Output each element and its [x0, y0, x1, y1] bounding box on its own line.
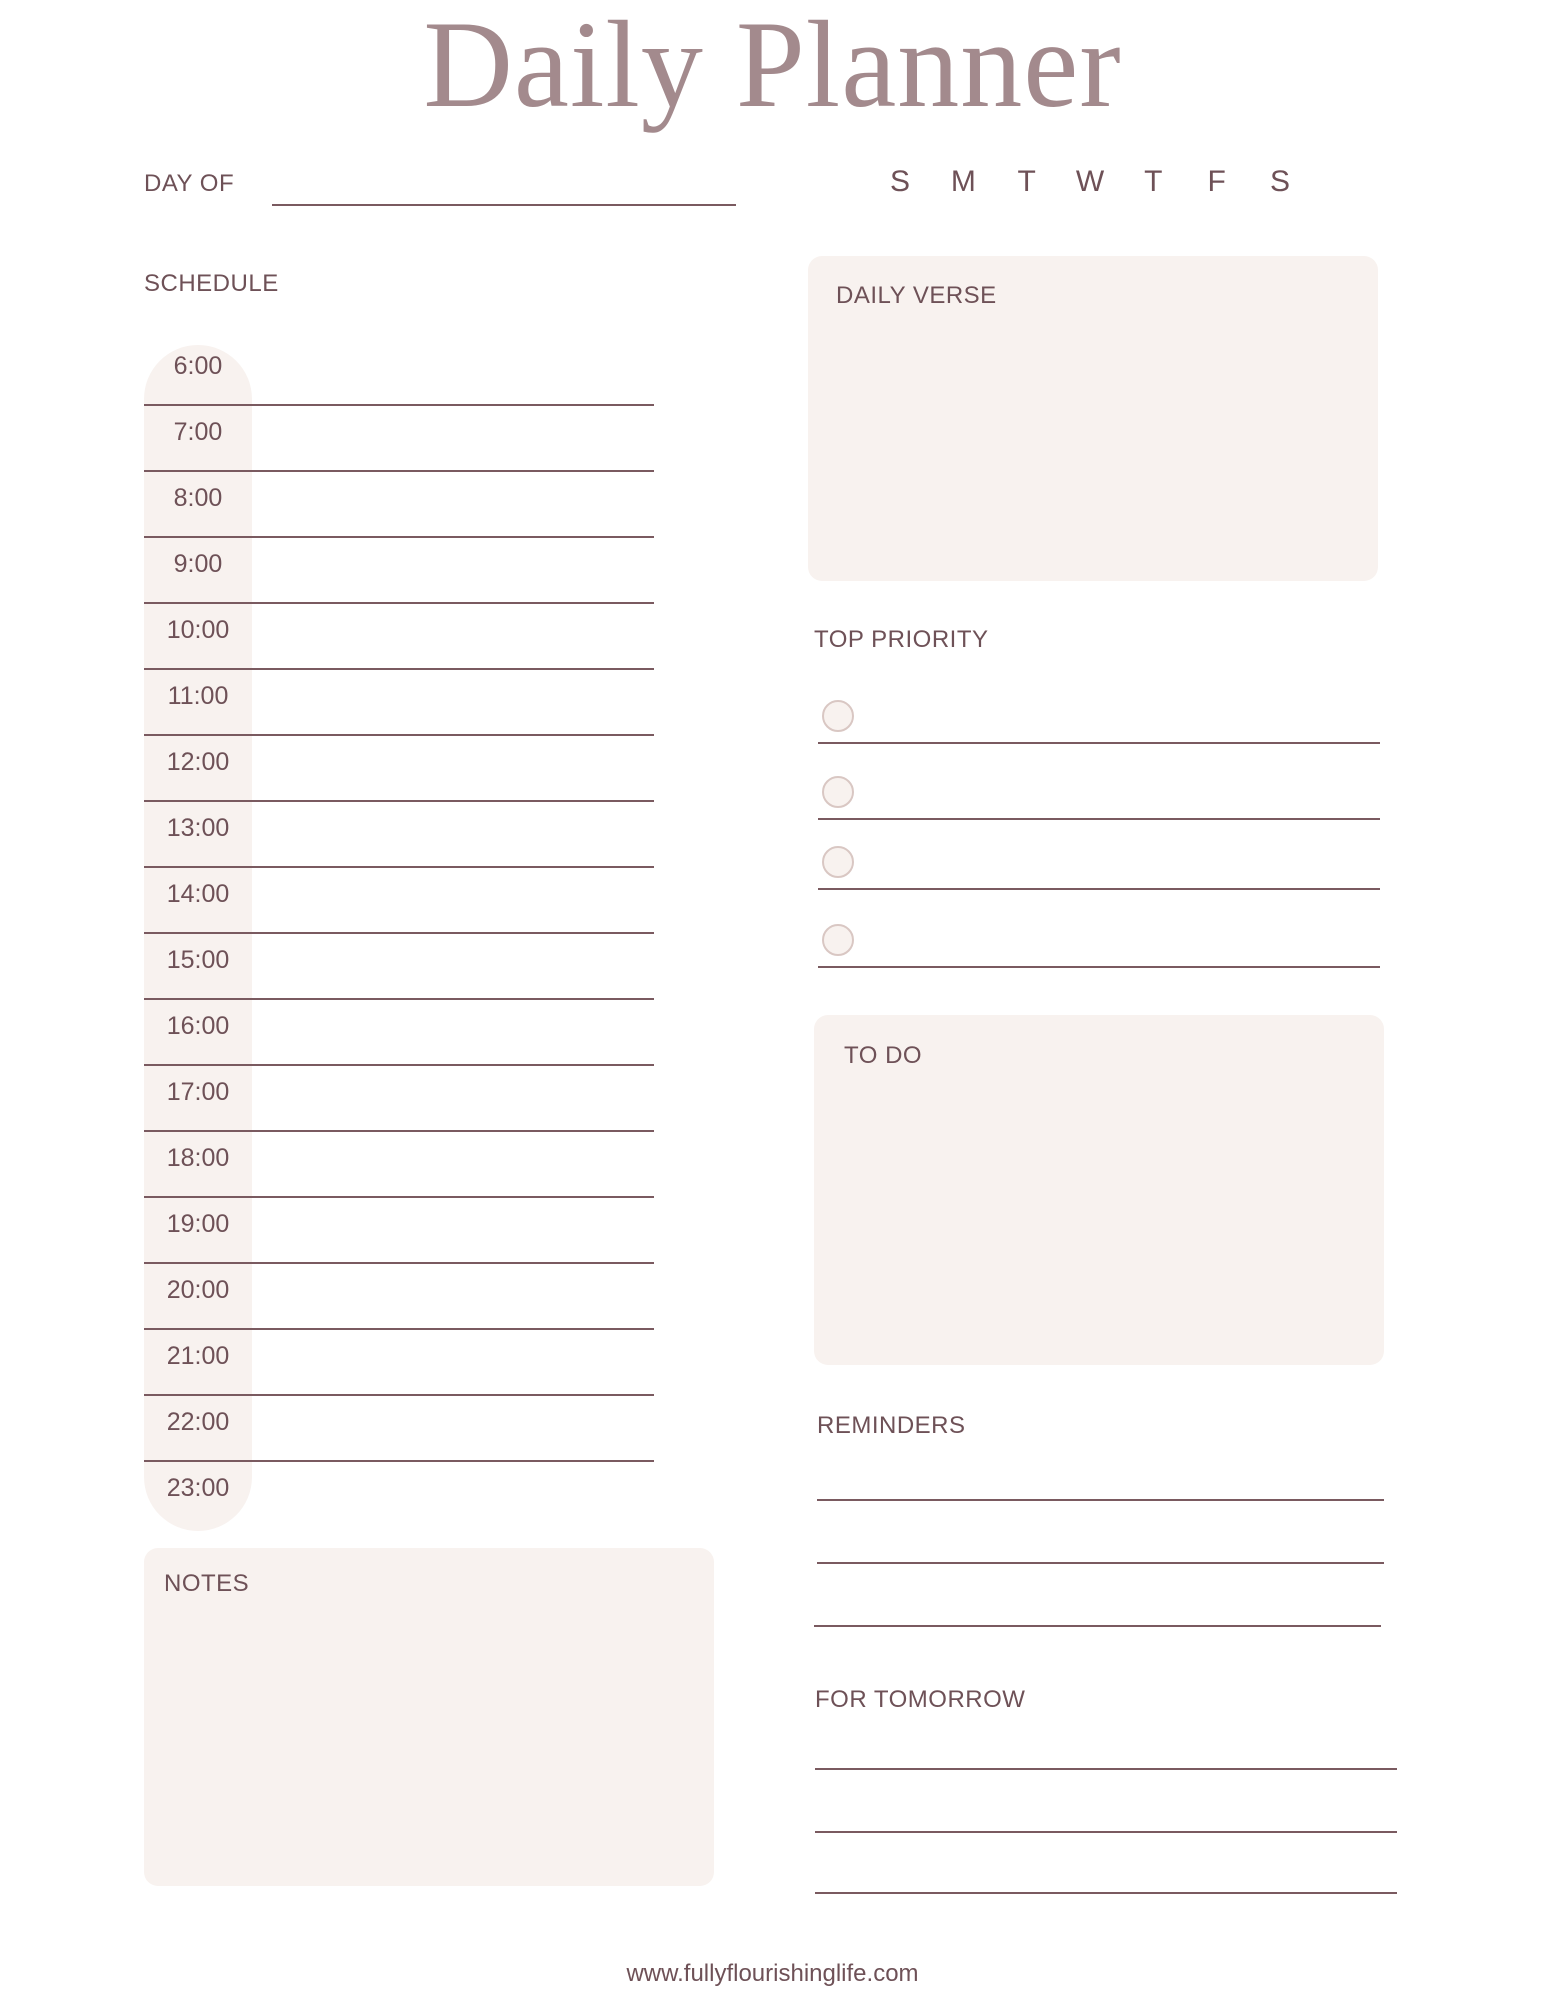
- tomorrow-line[interactable]: [815, 1831, 1397, 1833]
- schedule-time-label: 18:00: [166, 1144, 230, 1172]
- weekday-monday[interactable]: M: [950, 165, 976, 198]
- schedule-time-label: 12:00: [166, 748, 230, 776]
- priority-item[interactable]: [818, 668, 1380, 744]
- schedule-row[interactable]: [144, 1000, 654, 1066]
- reminders-label: REMINDERS: [817, 1412, 966, 1439]
- priority-item[interactable]: [818, 744, 1380, 820]
- schedule-row[interactable]: [144, 1330, 654, 1396]
- weekday-selector: [880, 165, 1300, 205]
- schedule-row[interactable]: [144, 1264, 654, 1330]
- schedule-time-label: 10:00: [166, 616, 230, 644]
- weekday-thursday[interactable]: T: [1144, 165, 1163, 198]
- schedule-row[interactable]: [144, 934, 654, 1000]
- schedule-time-label: 16:00: [166, 1012, 230, 1040]
- schedule-row[interactable]: [144, 340, 654, 406]
- schedule-row[interactable]: [144, 1198, 654, 1264]
- notes-box[interactable]: [144, 1548, 714, 1886]
- schedule-time-label: 22:00: [166, 1408, 230, 1436]
- reminder-line[interactable]: [814, 1625, 1381, 1627]
- schedule-time-label: 23:00: [166, 1474, 230, 1502]
- schedule-row[interactable]: [144, 538, 654, 604]
- reminder-line[interactable]: [817, 1499, 1384, 1501]
- priority-item[interactable]: [818, 890, 1380, 968]
- schedule-time-label: 8:00: [173, 484, 223, 512]
- tomorrow-line[interactable]: [815, 1892, 1397, 1894]
- schedule-row[interactable]: [144, 406, 654, 472]
- schedule-row[interactable]: [144, 802, 654, 868]
- for-tomorrow-label: FOR TOMORROW: [815, 1686, 1026, 1713]
- daily-verse-box[interactable]: [808, 256, 1378, 581]
- schedule-row[interactable]: [144, 1396, 654, 1462]
- schedule-time-label: 19:00: [166, 1210, 230, 1238]
- top-priority-label: TOP PRIORITY: [814, 626, 989, 653]
- schedule-time-label: 14:00: [166, 880, 230, 908]
- weekday-tuesday[interactable]: T: [1017, 165, 1036, 198]
- schedule-time-label: 11:00: [167, 682, 229, 710]
- weekday-friday[interactable]: F: [1207, 165, 1226, 198]
- schedule-time-label: 17:00: [166, 1078, 230, 1106]
- tomorrow-line[interactable]: [815, 1768, 1397, 1770]
- top-priority-list: [818, 668, 1380, 968]
- schedule-time-label: 6:00: [173, 352, 223, 380]
- schedule-row[interactable]: [144, 670, 654, 736]
- schedule-time-label: 9:00: [173, 550, 223, 578]
- checkbox-circle-icon[interactable]: [822, 846, 854, 878]
- schedule-row[interactable]: [144, 868, 654, 934]
- notes-label: NOTES: [164, 1570, 250, 1597]
- weekday-sunday[interactable]: S: [889, 165, 910, 198]
- schedule-label: SCHEDULE: [144, 270, 279, 297]
- schedule-list: [144, 340, 654, 1528]
- schedule-time-label: 21:00: [166, 1342, 230, 1370]
- day-of-line[interactable]: [272, 204, 736, 206]
- schedule-row[interactable]: [144, 472, 654, 538]
- schedule-row[interactable]: [144, 1132, 654, 1198]
- schedule-row[interactable]: [144, 1462, 654, 1528]
- schedule-row[interactable]: [144, 736, 654, 802]
- schedule-time-label: 13:00: [166, 814, 230, 842]
- schedule-row[interactable]: [144, 604, 654, 670]
- todo-label: TO DO: [844, 1042, 923, 1069]
- weekday-saturday[interactable]: S: [1269, 165, 1290, 198]
- footer-website[interactable]: www.fullyflourishinglife.com: [626, 1960, 919, 1987]
- checkbox-circle-icon[interactable]: [822, 700, 854, 732]
- schedule-time-label: 7:00: [173, 418, 223, 446]
- priority-item[interactable]: [818, 820, 1380, 890]
- priority-line: [818, 966, 1380, 968]
- todo-box[interactable]: [814, 1015, 1384, 1365]
- schedule-time-label: 15:00: [166, 946, 230, 974]
- page-title: Daily Planner: [423, 0, 1122, 133]
- schedule-row[interactable]: [144, 1066, 654, 1132]
- checkbox-circle-icon[interactable]: [822, 776, 854, 808]
- checkbox-circle-icon[interactable]: [822, 924, 854, 956]
- weekday-wednesday[interactable]: W: [1075, 165, 1105, 198]
- day-of-label: DAY OF: [144, 170, 235, 197]
- reminder-line[interactable]: [817, 1562, 1384, 1564]
- daily-verse-label: DAILY VERSE: [836, 282, 997, 309]
- schedule-time-label: 20:00: [166, 1276, 230, 1304]
